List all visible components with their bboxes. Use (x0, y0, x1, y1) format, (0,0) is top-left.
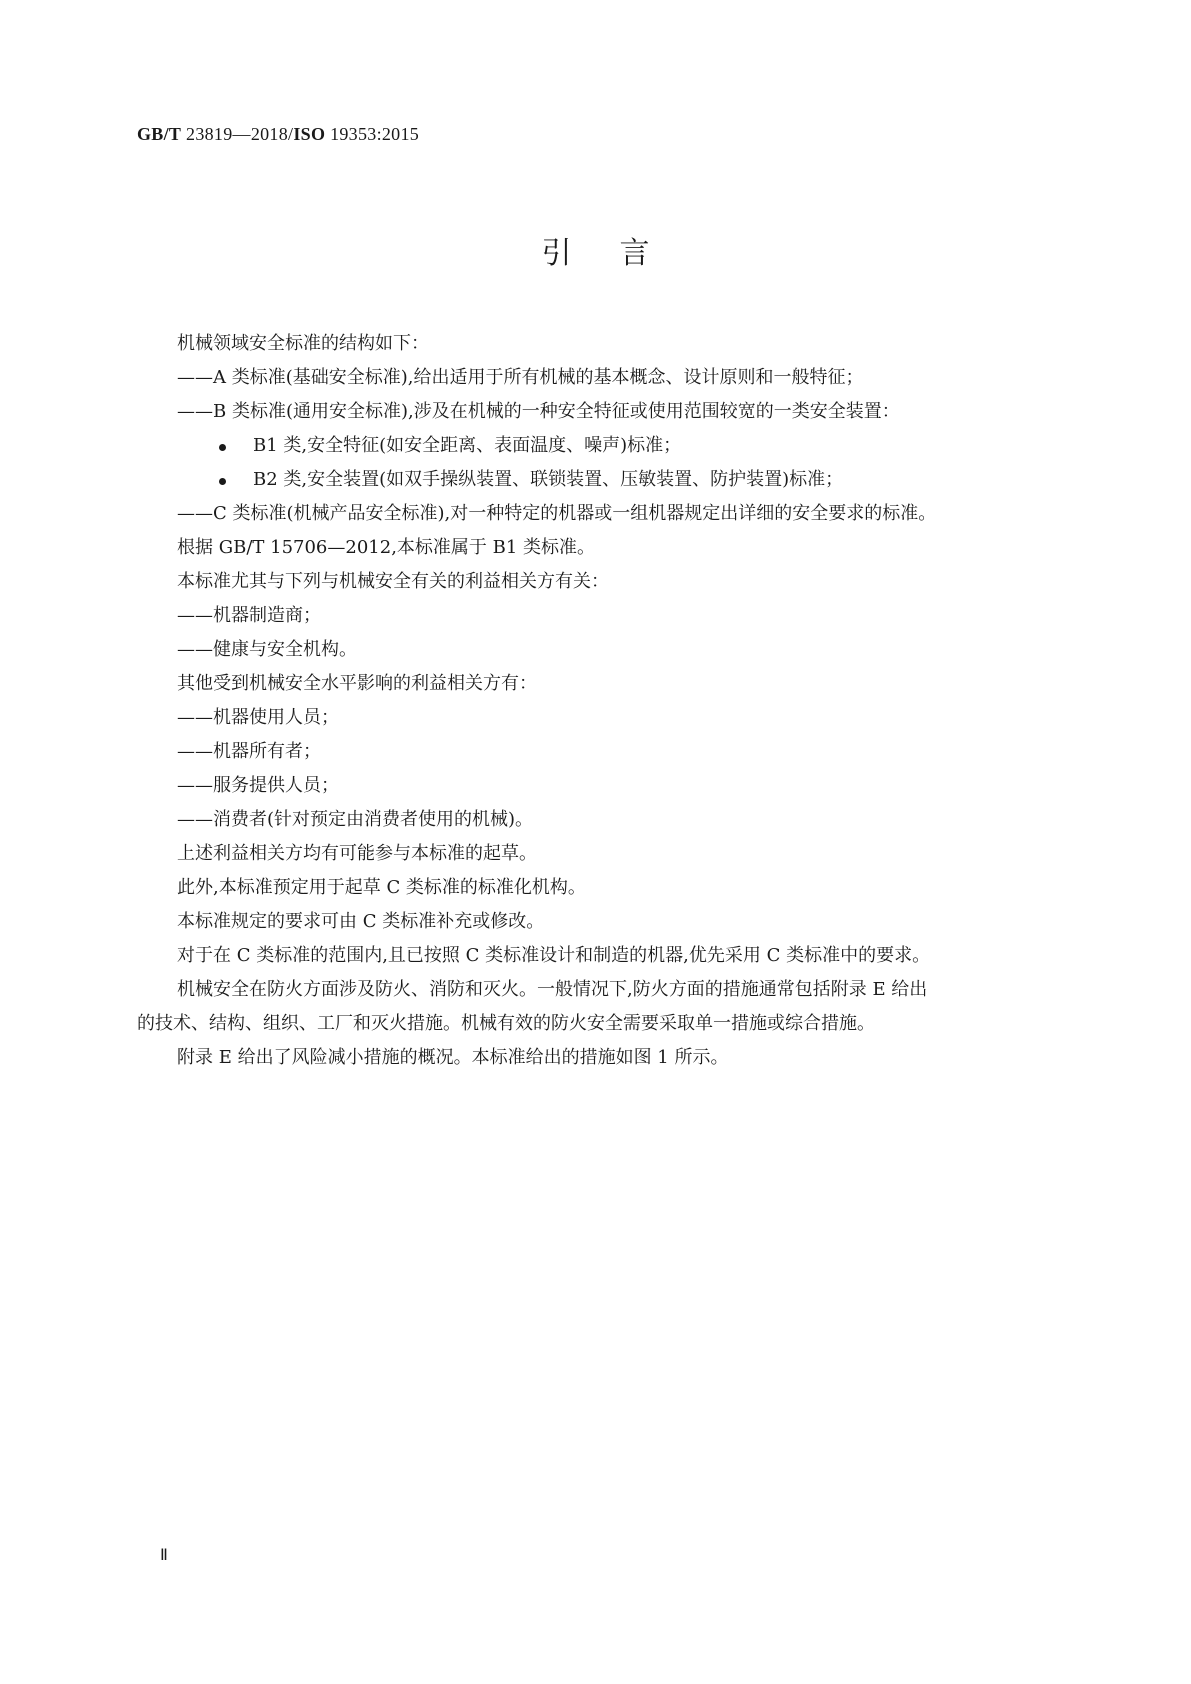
page-title: 引言 (541, 236, 698, 271)
list-item: ——机器使用人员； (177, 707, 339, 728)
paragraph: 根据 GB/T 15706—2012,本标准属于 B1 类标准。 (177, 537, 596, 558)
document-header (137, 124, 419, 145)
list-item: ——机器所有者； (177, 741, 321, 762)
paragraph: 本标准规定的要求可由 C 类标准补充或修改。 (177, 911, 545, 932)
paragraph: 上述利益相关方均有可能参与本标准的起草。 (177, 843, 537, 864)
list-item: ——B 类标准(通用安全标准),涉及在机械的一种安全特征或使用范围较宽的一类安全装置： (177, 401, 900, 422)
iso-prefix: ISO (293, 124, 326, 144)
iso-number: 19353:2015 (330, 124, 420, 144)
bullet-icon (219, 444, 226, 451)
standard-prefix: GB/T (137, 124, 182, 144)
bullet-icon (219, 478, 226, 485)
list-item: ——C 类标准(机械产品安全标准),对一种特定的机器或一组机器规定出详细的安全要求的标准。 (177, 503, 937, 524)
list-item: ——机器制造商； (177, 605, 321, 626)
bullet-item (137, 463, 1057, 497)
paragraph: 机械领域安全标准的结构如下： (177, 333, 429, 354)
list-item: ——消费者(针对预定由消费者使用的机械)。 (177, 809, 534, 830)
bullet-item (137, 429, 1057, 463)
paragraph: 对于在 C 类标准的范围内,且已按照 C 类标准设计和制造的机器,优先采用 C 类标准中的要求。 (177, 945, 931, 966)
list-item: ——服务提供人员； (177, 775, 339, 796)
paragraph: 其他受到机械安全水平影响的利益相关方有： (177, 673, 537, 694)
page-number: Ⅱ (160, 1547, 168, 1564)
paragraph: 附录 E 给出了风险减小措施的概况。本标准给出的措施如图 1 所示。 (177, 1047, 729, 1068)
bullet-text: B2 类,安全装置(如双手操纵装置、联锁装置、压敏装置、防护装置)标准； (253, 469, 844, 490)
list-item: ——健康与安全机构。 (177, 639, 357, 660)
bullet-text: B1 类,安全特征(如安全距离、表面温度、噪声)标准； (253, 435, 682, 456)
standard-number: 23819—2018/ (186, 124, 294, 144)
paragraph: 此外,本标准预定用于起草 C 类标准的标准化机构。 (177, 877, 586, 898)
paragraph: 机械安全在防火方面涉及防火、消防和灭火。一般情况下,防火方面的措施通常包括附录 E 给出 (177, 979, 928, 1000)
paragraph-continuation: 的技术、结构、组织、工厂和灭火措施。机械有效的防火安全需要采取单一措施或综合措施。 (137, 1013, 875, 1034)
document-body (137, 327, 1057, 1075)
paragraph: 本标准尤其与下列与机械安全有关的利益相关方有关： (177, 571, 609, 592)
list-item: ——A 类标准(基础安全标准),给出适用于所有机械的基本概念、设计原则和一般特征； (177, 367, 864, 388)
